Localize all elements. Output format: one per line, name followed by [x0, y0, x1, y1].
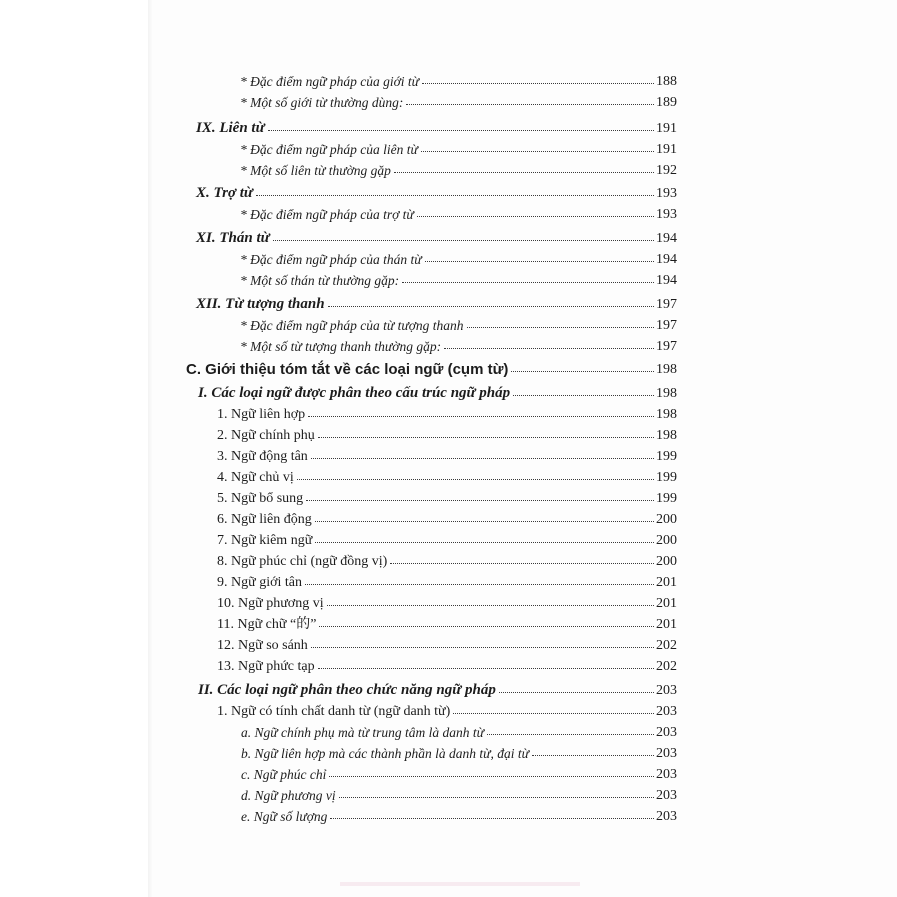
toc-entry-label: IX. Liên từ [196, 120, 265, 136]
toc-entry-label: 13. Ngữ phức tạp [217, 659, 315, 674]
toc-entry [186, 356, 677, 378]
toc-entry-page: 199 [656, 470, 677, 485]
toc-entry-page: 193 [656, 186, 677, 201]
toc-entry-label: 12. Ngữ so sánh [217, 638, 308, 653]
toc-entry-label: XII. Từ tượng thanh [196, 296, 325, 312]
toc-entry [217, 548, 677, 570]
toc-entry-label: 5. Ngữ bổ sung [217, 491, 304, 506]
toc-entry-label: * Đặc điểm ngữ pháp của thán từ [240, 252, 422, 267]
dot-leader [390, 563, 654, 564]
dot-leader [311, 647, 654, 648]
toc-entry-label: 7. Ngữ kiêm ngữ [217, 533, 313, 548]
dot-leader [318, 437, 654, 438]
dot-leader [467, 327, 654, 328]
dot-leader [329, 776, 654, 777]
toc-entry-label: 11. Ngữ chữ “的” [217, 617, 317, 632]
toc-entry-page: 194 [656, 273, 677, 288]
toc-entry-page: 191 [656, 142, 677, 157]
toc-entry-label: I. Các loại ngữ được phân theo cấu trúc ngữ pháp [198, 385, 511, 401]
toc-entry-label: * Đặc điểm ngữ pháp của từ tượng thanh [240, 318, 464, 333]
toc-entry-page: 198 [656, 407, 677, 422]
dot-leader [327, 605, 654, 606]
toc-entry [240, 333, 677, 355]
toc-entry-page: 197 [656, 297, 677, 312]
dot-leader [487, 734, 654, 735]
toc-entry-page: 203 [656, 809, 677, 824]
toc-entry [241, 719, 677, 741]
toc-entry-label: 1. Ngữ liên hợp [217, 407, 306, 422]
toc-entry-page: 199 [656, 449, 677, 464]
toc-entry-page: 198 [656, 386, 677, 401]
toc-entry [217, 590, 677, 612]
dot-leader [308, 416, 654, 417]
toc-entry-label: 10. Ngữ phương vị [217, 596, 324, 611]
dot-leader [273, 240, 654, 241]
toc-entry-label: 3. Ngữ động tân [217, 449, 308, 464]
toc-entry-page: 191 [656, 121, 677, 136]
toc-entry-label: C. Giới thiệu tóm tắt về các loại ngữ (cụm từ) [186, 361, 509, 378]
toc-entry [240, 312, 677, 334]
dot-leader [513, 395, 654, 396]
dot-leader [315, 542, 654, 543]
dot-leader [421, 151, 654, 152]
toc-entry [196, 180, 677, 202]
toc-entry [217, 632, 677, 654]
toc-entry [217, 653, 677, 675]
toc-entry-label: 2. Ngữ chính phụ [217, 428, 315, 443]
toc-entry-page: 201 [656, 596, 677, 611]
dot-leader [417, 216, 654, 217]
toc-entry [241, 740, 677, 762]
dot-leader [315, 521, 654, 522]
toc-entry-page: 202 [656, 659, 677, 674]
dot-leader [425, 261, 654, 262]
toc-entry [240, 267, 677, 289]
toc-entry-label: * Một số liên từ thường gặp [240, 163, 391, 178]
toc-entry-page: 189 [656, 95, 677, 110]
toc-entry-label: X. Trợ từ [196, 185, 253, 201]
dot-leader [328, 306, 654, 307]
toc-entry-label: d. Ngữ phương vị [241, 788, 336, 803]
dot-leader [306, 500, 654, 501]
toc-entry-label: 4. Ngữ chủ vị [217, 470, 294, 485]
toc-entry-page: 200 [656, 554, 677, 569]
dot-leader [297, 479, 654, 480]
dot-leader [499, 692, 654, 693]
toc-entry-page: 202 [656, 638, 677, 653]
toc-entry-page: 200 [656, 533, 677, 548]
toc-entry [240, 136, 677, 158]
dot-leader [268, 130, 654, 131]
toc-entry [196, 225, 677, 247]
toc-entry-label: 6. Ngữ liên động [217, 512, 312, 527]
toc-entry [217, 464, 677, 486]
toc-entry [240, 68, 677, 90]
toc-entry [241, 761, 677, 783]
dot-leader [311, 458, 654, 459]
toc-entry-page: 193 [656, 207, 677, 222]
toc-entry-page: 203 [656, 725, 677, 740]
toc-entry-page: 194 [656, 231, 677, 246]
toc-entry-page: 203 [656, 683, 677, 698]
toc-entry [217, 443, 677, 465]
toc-entry-page: 198 [656, 362, 677, 377]
toc-entry [196, 115, 677, 137]
toc-entry-label: * Một số từ tượng thanh thường gặp: [240, 339, 442, 354]
dot-leader [422, 83, 654, 84]
toc-entry [241, 782, 677, 804]
toc-entry [217, 506, 677, 528]
toc-entry-page: 200 [656, 512, 677, 527]
toc-entry [196, 291, 677, 313]
toc-entry [240, 89, 677, 111]
dot-leader [453, 713, 654, 714]
dot-leader [305, 584, 654, 585]
dot-leader [444, 348, 654, 349]
toc-entry-label: 1. Ngữ có tính chất danh từ (ngữ danh từ) [217, 704, 451, 719]
toc-entry-label: * Một số giới từ thường dùng: [240, 95, 404, 110]
toc-entry [217, 611, 677, 633]
toc-entry-label: a. Ngữ chính phụ mà từ trung tâm là danh từ [241, 725, 484, 740]
toc-entry-page: 201 [656, 617, 677, 632]
toc-entry-label: 8. Ngữ phúc chỉ (ngữ đồng vị) [217, 554, 388, 569]
dot-leader [319, 626, 654, 627]
dot-leader [511, 371, 654, 372]
toc-entry-page: 203 [656, 788, 677, 803]
toc-entry-label: XI. Thán từ [196, 230, 270, 246]
dot-leader [256, 195, 654, 196]
toc-entry-page: 192 [656, 163, 677, 178]
toc-entry-page: 198 [656, 428, 677, 443]
toc-entry-page: 188 [656, 74, 677, 89]
dot-leader [394, 172, 654, 173]
toc-entry-page: 197 [656, 318, 677, 333]
toc-entry-label: * Đặc điểm ngữ pháp của giới từ [240, 74, 420, 89]
toc-entry [240, 201, 677, 223]
dot-leader [402, 282, 654, 283]
dot-leader [532, 755, 654, 756]
toc-entry-page: 199 [656, 491, 677, 506]
toc-entry-label: e. Ngữ số lượng [241, 809, 328, 824]
toc-entry-label: * Đặc điểm ngữ pháp của trợ từ [240, 207, 414, 222]
dot-leader [318, 668, 654, 669]
toc-entry-label: * Đặc điểm ngữ pháp của liên từ [240, 142, 418, 157]
toc-entry [240, 246, 677, 268]
toc-entry-label: b. Ngữ liên hợp mà các thành phần là danh từ, đại từ [241, 746, 530, 761]
dot-leader [339, 797, 654, 798]
toc-entry-page: 203 [656, 704, 677, 719]
toc-entry [217, 485, 677, 507]
toc-entry-label: II. Các loại ngữ phân theo chức năng ngữ pháp [198, 682, 496, 698]
toc-entry [217, 401, 677, 423]
toc-entry [217, 698, 677, 720]
toc-entry-page: 194 [656, 252, 677, 267]
dot-leader [406, 104, 654, 105]
toc-entry [198, 380, 677, 402]
toc-entry-page: 201 [656, 575, 677, 590]
dot-leader [330, 818, 654, 819]
toc-entry [241, 803, 677, 825]
toc-entry-page: 203 [656, 767, 677, 782]
toc-entry-label: c. Ngữ phúc chỉ [241, 767, 327, 782]
toc-entry [198, 677, 677, 699]
toc-entry [217, 569, 677, 591]
toc-entry-page: 203 [656, 746, 677, 761]
toc-entry-label: * Một số thán từ thường gặp: [240, 273, 400, 288]
toc-entry-page: 197 [656, 339, 677, 354]
toc-entry [217, 422, 677, 444]
toc-entry [240, 157, 677, 179]
toc-entry-label: 9. Ngữ giới tân [217, 575, 302, 590]
toc-entry [217, 527, 677, 549]
